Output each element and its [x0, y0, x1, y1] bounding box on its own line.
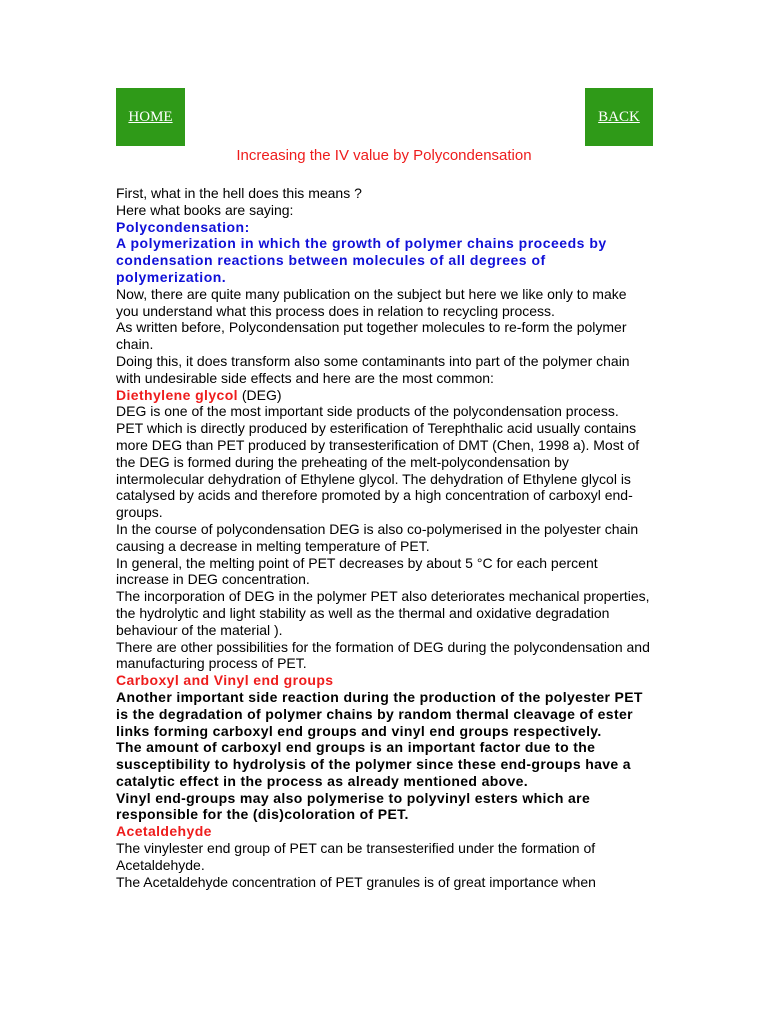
bold-paragraph: The amount of carboxyl end groups is an important factor due to the susceptibility to hydrolysis of the polymer since these end-groups have a catalytic effect in the process as already mentioned above.: [116, 739, 631, 789]
article-body: [116, 185, 652, 890]
paragraph: Doing this, it does transform also some contaminants into part of the polymer chain with undesirable side effects and here are the most common:: [116, 352, 630, 386]
bold-paragraph: Vinyl end-groups may also polymerise to polyvinyl esters which are responsible for the (dis)coloration of PET.: [116, 789, 591, 823]
paragraph: The incorporation of DEG in the polymer PET also deteriorates mechanical properties, the hydrolytic and light stability as well as the thermal and oxidative degradation behaviour of the material ).: [116, 588, 650, 638]
deg-heading-suffix: (DEG): [237, 386, 282, 403]
back-link[interactable]: BACK: [598, 108, 640, 125]
home-link[interactable]: HOME: [128, 108, 173, 125]
paragraph: PET which is directly produced by esterification of Terephthalic acid usually contains more DEG than PET produced by transesterification of DMT (Chen, 1998 a). Most of the DEG is formed during the preheating of the melt-polycondensation by intermolecular dehydration of Ethylene glycol. The dehydration of Ethylene glycol is catalysed by acids and therefore promoted by a high concentration of carboxyl end-groups.: [116, 420, 640, 521]
paragraph: DEG is one of the most important side products of the polycondensation process.: [116, 403, 619, 420]
paragraph: Now, there are quite many publication on the subject but here we like only to make you understand what this process does in relation to recycling process.: [116, 285, 627, 319]
paragraph: As written before, Polycondensation put together molecules to re-form the polymer chain.: [116, 319, 627, 353]
paragraph: The Acetaldehyde concentration of PET granules is of great importance when: [116, 873, 596, 890]
intro-line: Here what books are saying:: [116, 201, 294, 218]
paragraph: There are other possibilities for the formation of DEG during the polycondensation and manufacturing process of PET.: [116, 638, 650, 672]
acetaldehyde-heading: Acetaldehyde: [116, 823, 212, 840]
deg-heading: Diethylene glycol: [116, 386, 238, 403]
paragraph: In the course of polycondensation DEG is also co-polymerised in the polyester chain causing a decrease in melting temperature of PET.: [116, 520, 639, 554]
polycondensation-heading: Polycondensation:: [116, 218, 250, 235]
page-title: Increasing the IV value by Polycondensation: [236, 147, 532, 164]
deg-heading-line: [116, 387, 652, 404]
intro-line: First, what in the hell does this means ?: [116, 185, 362, 201]
home-button[interactable]: [116, 88, 185, 146]
bold-paragraph: Another important side reaction during the production of the polyester PET is the degradation of polymer chains by random thermal cleavage of ester links forming carboxyl end groups and vinyl end groups respectively.: [116, 688, 643, 739]
back-button[interactable]: [585, 88, 653, 146]
paragraph: In general, the melting point of PET decreases by about 5 °C for each percent increase in DEG concentration.: [116, 554, 598, 588]
carboxyl-heading: Carboxyl and Vinyl end groups: [116, 672, 334, 689]
paragraph: The vinylester end group of PET can be transesterified under the formation of Acetaldehyde.: [116, 840, 596, 873]
polycondensation-definition: A polymerization in which the growth of polymer chains proceeds by condensation reactions between molecules of all degrees of polymerization.: [116, 235, 607, 285]
